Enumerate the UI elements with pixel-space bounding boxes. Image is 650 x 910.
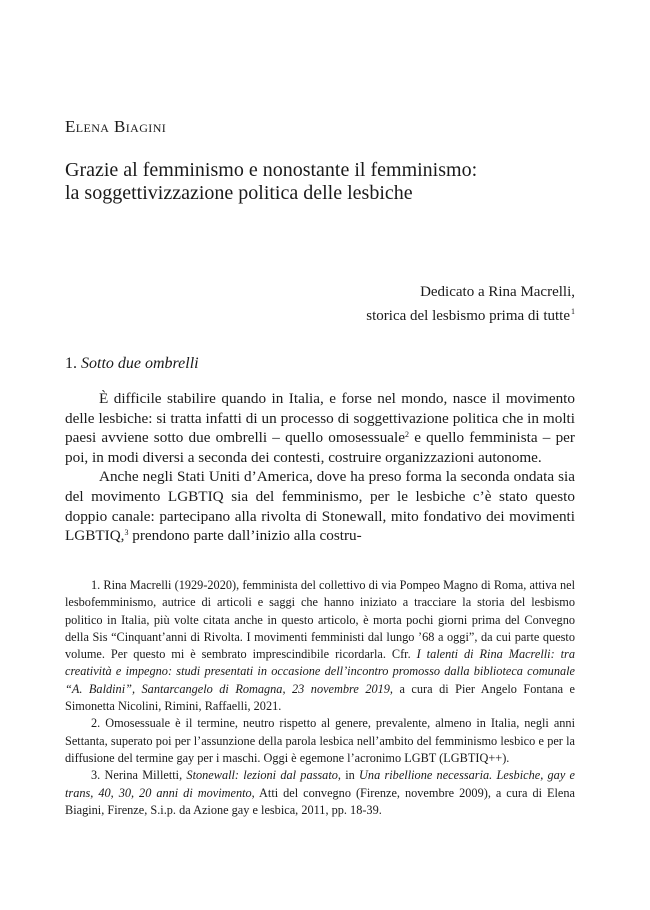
footnote-1: 1. Rina Macrelli (1929-2020), femminista del collettivo di via Pompeo Magno di Roma, attiva nel lesbofemminismo, autrice di articoli e saggi che hanno iniziato a tracciare la storia del lesbismo politico in Italia, più volte citata anche in questo articolo, è morta pochi giorni prima del Convegno della Sis “Cinquant’anni di Rivolta. I movimenti femministi dal lungo ’68 a oggi”, da cui parte questo volume. Per questo mi è sembrato imprescindibile ricordarla. Cfr. I talenti di Rina Macrelli: tra creatività e impegno: studi presentati in occasione dell’incontro promosso dalla biblioteca comunale “A. Baldini”, Santarcangelo di Romagna, 23 novembre 2019, a cura di Pier Angelo Fontana e Simonetta Nicolini, Rimini, Raffaelli, 2021.: [65, 578, 575, 714]
footnote-3: 3. Nerina Milletti, Stonewall: lezioni dal passato, in Una ribellione necessaria. Lesbiche, gay e trans, 40, 30, 20 anni di movimento, Atti del convegno (Firenze, novembre 2009), a cura di Elena Biagini, Firenze, S.i.p. da Azione gay e lesbica, 2011, pp. 18-39.: [65, 768, 575, 817]
article-title: [65, 159, 605, 205]
author-name: Elena Biagini: [65, 117, 167, 136]
footnote-ref-2: 2: [405, 430, 410, 440]
dedication: [366, 282, 575, 326]
title-line-1: Grazie al femminismo e nonostante il femminismo:: [65, 159, 478, 181]
footnote-ref-3: 3: [124, 528, 129, 538]
section-number: 1.: [65, 355, 77, 372]
title-line-2: la soggettivizzazione politica delle lesbiche: [65, 182, 413, 204]
footnote-2: 2. Omosessuale è il termine, neutro rispetto al genere, prevalente, almeno in Italia, negli anni Settanta, superato poi per l’assunzione della parola lesbica nell’ambito del femminismo lesbico e per la diffusione del termine gay per i maschi. Oggi è egemone l’acronimo LGBT (LGBTIQ++).: [65, 716, 575, 765]
paragraph: È difficile stabilire quando in Italia, e forse nel mondo, nasce il movimento delle lesbiche: si tratta infatti di un processo di soggettivazione politica che in molti paesi avviene sotto due ombrelli – quello omosessuale$^2$ e quello femminista – per poi, in modi diversi a seconda dei contesti, costruire organizzazioni autonome.: [65, 390, 575, 466]
section-heading: [65, 355, 199, 373]
section-title: Sotto due ombrelli: [81, 355, 199, 372]
footnote-ref-1: 1: [571, 307, 575, 316]
footnotes: [65, 577, 575, 819]
paragraph: Anche negli Stati Uniti d’America, dove ha preso forma la seconda ondata sia del movimento LGBTIQ sia del femminismo, per le lesbiche c’è stato questo doppio canale: partecipano alla rivolta di Stonewall, mito fondativo dei movimenti LGBTIQ,$^3$ prendono parte dall’inizio alla costru-: [65, 468, 575, 545]
dedication-line-1: Dedicato a Rina Macrelli,: [420, 284, 575, 300]
body-text: [65, 389, 575, 546]
dedication-line-2: storica del lesbismo prima di tutte$^1$: [366, 307, 575, 324]
